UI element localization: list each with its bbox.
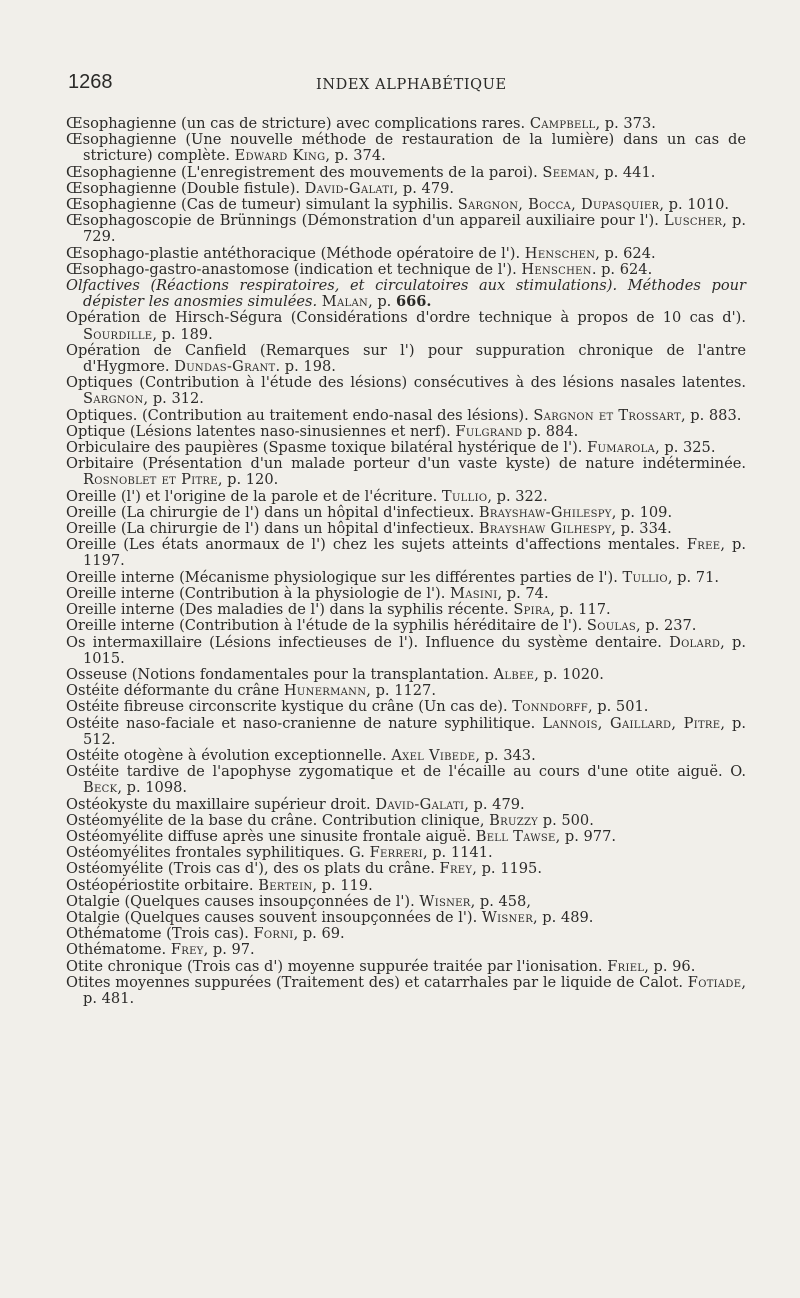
entry-subject: Œsophagienne (Double fistule). <box>66 179 305 197</box>
entry-author: Frey <box>439 860 473 878</box>
entry-page-ref: , p. 481. <box>83 973 746 1007</box>
index-entry <box>66 716 746 748</box>
entry-page-ref: , p. <box>368 293 396 311</box>
entry-subject: Otalgie (Quelques causes souvent insoupçonnées de l'). <box>66 908 482 926</box>
index-entry <box>66 213 746 245</box>
entry-page-ref: , p. 189. <box>152 325 213 343</box>
entry-author: Frey <box>170 941 204 959</box>
index-entry <box>66 489 746 505</box>
entry-page-ref: , p. 1010. <box>659 196 730 214</box>
entry-author: Beck <box>83 779 118 797</box>
index-entry <box>66 521 746 537</box>
entry-subject: Œsophagienne (L'enregistrement des mouvements de la paroi). <box>66 163 543 181</box>
index-entry <box>66 262 746 278</box>
entry-subject: Oreille (La chirurgie de l') dans un hôpital d'infectieux. <box>66 520 479 538</box>
entry-page-ref: , p. 1141. <box>422 844 493 862</box>
entry-author: Bell Tawse <box>475 827 556 845</box>
entry-page-ref: , p. 512. <box>83 714 746 748</box>
entry-page-ref: , p. 97. <box>203 941 255 959</box>
entry-author: Tullio <box>622 568 668 586</box>
entry-page-ref: , p. 322. <box>487 487 548 505</box>
entry-author: Edward King <box>234 147 326 165</box>
index-entry <box>66 310 746 342</box>
entry-author: Dolard <box>669 633 721 651</box>
entry-author: Forni <box>253 925 294 943</box>
entry-page-ref: , p. 334. <box>611 520 672 538</box>
entry-author: Albee <box>493 665 535 683</box>
entry-subject: Os intermaxillaire (Lésions infectieuses de l'). Influence du système dentaire. <box>66 633 670 651</box>
index-entry <box>66 845 746 861</box>
entry-author: Bruzzy <box>489 811 539 829</box>
entry-author: Wisner <box>419 892 471 910</box>
page-title: INDEX ALPHABÉTIQUE <box>316 77 507 93</box>
entry-page-ref: , p. 312. <box>143 390 204 408</box>
entry-author: Wisner <box>481 908 534 926</box>
entry-author: Ferreri <box>369 844 423 862</box>
index-entry <box>66 246 746 262</box>
page-number: 1268 <box>68 71 113 93</box>
entry-page-ref: , p. 237. <box>636 617 697 635</box>
entry-subject: Otites moyennes suppurées (Traitement des) et catarrhales par le liquide de Calot. <box>66 973 688 991</box>
entry-page-ref: , p. 977. <box>555 827 617 845</box>
entry-subject: Oreille (Les états anormaux de l') chez les sujets atteints d'affections mentales. <box>66 536 687 554</box>
entry-author: Axel Vibede <box>391 746 476 764</box>
entry-subject: Oreille interne (Contribution à la physiologie de l'). <box>66 584 451 602</box>
entry-page-ref: , p. 69. <box>293 925 345 943</box>
entry-author: Tonndorff <box>512 698 589 716</box>
entry-subject: Optique (Lésions latentes naso-sinusiennes et nerf). <box>66 422 456 440</box>
entry-author: Fotiade <box>687 973 742 991</box>
entry-subject: Ostéomyélite (Trois cas d'), des os plats du crâne. <box>66 860 440 878</box>
entry-author: Spira <box>513 601 551 619</box>
entry-author: Free <box>686 536 721 554</box>
index-entry <box>66 618 746 634</box>
index-entry <box>66 813 746 829</box>
entry-page-ref: , p. 1020. <box>534 665 604 683</box>
entry-author: Brayshaw-Ghilespy <box>478 503 612 521</box>
entry-subject: Ostéomyélites frontales syphilitiques. G. <box>66 844 370 862</box>
entry-subject: Œsophagienne (Cas de tumeur) simulant la syphilis. <box>66 196 458 214</box>
entry-page-ref: p. 884. <box>522 422 579 440</box>
index-entry <box>66 635 746 667</box>
index-entry <box>66 343 746 375</box>
entry-page-number: 666. <box>395 293 432 311</box>
index-entry <box>66 424 746 440</box>
index-entry <box>66 748 746 764</box>
index-entry <box>66 408 746 424</box>
index-entry <box>66 829 746 845</box>
entry-author: Sourdille <box>83 325 153 343</box>
entry-page-ref: , p. 109. <box>611 503 673 521</box>
entry-author: David-Galati <box>375 795 465 813</box>
entry-page-ref: , p. 1015. <box>83 633 746 667</box>
index-entry <box>66 586 746 602</box>
entry-page-ref: p. 500. <box>538 811 594 829</box>
entry-author: Bertein <box>258 876 313 894</box>
page-header <box>68 71 748 101</box>
entry-subject: Opération de Canfield (Remarques sur l') pour suppuration chronique de l'antre d'Hygmore. <box>66 341 746 376</box>
entry-page-ref: . p. 624. <box>591 260 653 278</box>
entry-page-ref: , p. 883. <box>681 406 742 424</box>
index-entry <box>66 116 746 132</box>
entry-subject: Othématome (Trois cas). <box>66 925 254 943</box>
entry-subject: Ostéite naso-faciale et naso-cranienne de nature syphilitique. <box>66 714 543 732</box>
entry-author: Masini <box>450 584 498 602</box>
index-entry <box>66 699 746 715</box>
entry-subject: Optiques. (Contribution au traitement endo-nasal des lésions). <box>66 406 534 424</box>
entry-subject: Otalgie (Quelques causes insoupçonnées de l'). <box>66 892 420 910</box>
index-entry <box>66 440 746 456</box>
entry-page-ref: , p. 1195. <box>472 860 542 878</box>
index-entry <box>66 959 746 975</box>
index-entry <box>66 602 746 618</box>
entry-subject: Oreille (l') et l'origine de la parole et de l'écriture. <box>66 487 442 505</box>
entry-subject: Oreille (La chirurgie de l') dans un hôpital d'infectieux. <box>66 503 479 521</box>
entry-subject: Osseuse (Notions fondamentales pour la transplantation. <box>66 665 494 683</box>
entry-page-ref: , p. 117. <box>550 601 611 619</box>
index-entry <box>66 537 746 569</box>
entry-page-ref: , p. 501. <box>588 698 649 716</box>
entry-subject: Othématome. <box>66 941 171 959</box>
entry-page-ref: , p. 119. <box>312 876 373 894</box>
entry-subject: Ostéomyélite de la base du crâne. Contribution clinique, <box>66 811 490 829</box>
entry-subject: Ostéite fibreuse circonscrite kystique du crâne (Un cas de). <box>66 698 513 716</box>
entry-author: Sargnon, Bocca, Dupasquier <box>457 196 660 214</box>
entry-author: Lannois, Gaillard, Pitre <box>542 714 721 732</box>
entry-subject: Ostéomyélite diffuse après une sinusite frontale aiguë. <box>66 827 476 845</box>
entry-page-ref: . p. 198. <box>275 358 336 376</box>
entry-author: Hunermann <box>283 682 367 700</box>
entry-page-ref: , p. 373. <box>595 115 656 132</box>
entry-author: Friel <box>607 957 645 975</box>
entry-subject: Ostéokyste du maxillaire supérieur droit. <box>66 795 376 813</box>
entry-author: Henschen <box>521 260 592 278</box>
index-entry <box>66 975 746 1007</box>
entry-author: Seeman <box>542 163 595 181</box>
entry-page-ref: , p. 343. <box>475 746 536 764</box>
index-entry <box>66 197 746 213</box>
index-entry <box>66 456 746 488</box>
entry-page-ref: , p. 1197. <box>83 536 746 570</box>
index-entry <box>66 942 746 958</box>
entry-subject: Œsophagienne (Une nouvelle méthode de restauration de la lumière) dans un cas de stricture) complète. <box>66 131 746 165</box>
entry-subject: Oreille interne (Contribution à l'étude de la syphilis héréditaire de l'). <box>66 617 587 635</box>
entry-subject: Œsophagoscopie de Brünnings (Démonstration d'un appareil auxiliaire pour l'). <box>66 212 664 230</box>
entry-page-ref: , p. 74. <box>497 584 549 602</box>
entry-subject: Œsophagienne (un cas de stricture) avec complications rares. <box>66 115 530 132</box>
entry-page-ref: , p. 120. <box>217 471 279 489</box>
entry-author: David-Galati <box>304 179 394 197</box>
entry-page-ref: , p. 479. <box>393 179 455 197</box>
entry-subject: Oreille interne (Mécanisme physiologique sur les différentes parties de l'). <box>66 568 623 586</box>
entry-page-ref: , p. 325. <box>655 439 716 457</box>
entry-author: Malan <box>321 293 369 311</box>
index-entry <box>66 797 746 813</box>
entry-subject: Orbitaire (Présentation d'un malade porteur d'un vaste kyste) de nature indéterminée. <box>66 455 746 473</box>
index-entry <box>66 165 746 181</box>
entry-author: Brayshaw Gilhespy <box>478 520 612 538</box>
index-entry <box>66 683 746 699</box>
entry-page-ref: , p. 489. <box>533 908 594 926</box>
entry-page-ref: , p. 479. <box>464 795 525 813</box>
entry-author: Sargnon et Trossart <box>533 406 681 424</box>
entry-page-ref: , p. 729. <box>83 212 746 246</box>
entry-author: Sargnon <box>83 390 144 408</box>
entry-author: Campbell <box>529 115 596 132</box>
entry-subject: Olfactives (Réactions respiratoires, et circulatoires aux stimulations). Méthodes pour dépister les anosmies simulées. <box>66 277 746 311</box>
entry-subject: Opération de Hirsch-Ségura (Considérations d'ordre technique à propos de 10 cas d'). <box>66 309 746 327</box>
entry-author: Fulgrand <box>455 422 523 440</box>
entry-subject: Orbiculaire des paupières (Spasme toxique bilatéral hystérique de l'). <box>66 439 588 457</box>
entry-author: Luscher <box>663 212 723 230</box>
entry-subject: Ostéite déformante du crâne <box>66 682 284 700</box>
index-entry <box>66 570 746 586</box>
entry-page-ref: , p. 624. <box>595 244 656 262</box>
index-entry <box>66 505 746 521</box>
index-entries-list <box>66 116 746 1007</box>
index-entry <box>66 894 746 910</box>
entry-subject: Œsophago-plastie antéthoracique (Méthode opératoire de l'). <box>66 244 525 262</box>
index-entry <box>66 132 746 164</box>
index-entry <box>66 878 746 894</box>
entry-author: Fumarola <box>587 439 656 457</box>
entry-page-ref: , p. 96. <box>644 957 696 975</box>
index-entry <box>66 926 746 942</box>
entry-subject: Œsophago-gastro-anastomose (indication et technique de l'). <box>66 260 522 278</box>
entry-subject: Ostéite tardive de l'apophyse zygomatique et de l'écaille au cours d'une otite aiguë. O. <box>66 763 746 781</box>
entry-subject: Otite chronique (Trois cas d') moyenne suppurée traitée par l'ionisation. <box>66 957 608 975</box>
entry-page-ref: , p. 441. <box>595 163 656 181</box>
index-entry <box>66 910 746 926</box>
entry-page-ref: , p. 1098. <box>117 779 188 797</box>
index-entry <box>66 764 746 796</box>
entry-author: Dundas-Grant <box>174 358 276 376</box>
entry-subject: Optiques (Contribution à l'étude des lésions) consécutives à des lésions nasales latentes. <box>66 374 746 392</box>
entry-page-ref: , p. 458, <box>470 892 531 910</box>
index-entry <box>66 667 746 683</box>
entry-subject: Ostéopériostite orbitaire. <box>66 876 259 894</box>
index-entry <box>66 181 746 197</box>
index-entry <box>66 861 746 877</box>
entry-page-ref: , p. 374. <box>325 147 386 165</box>
index-entry <box>66 278 746 310</box>
entry-author: Soulas <box>586 617 637 635</box>
index-entry <box>66 375 746 407</box>
entry-page-ref: , p. 1127. <box>366 682 436 700</box>
entry-author: Rosnoblet et Pitre <box>83 471 218 489</box>
entry-page-ref: , p. 71. <box>667 568 719 586</box>
entry-subject: Oreille interne (Des maladies de l') dans la syphilis récente. <box>66 601 514 619</box>
entry-author: Tullio <box>441 487 488 505</box>
entry-subject: Ostéite otogène à évolution exceptionnelle. <box>66 746 392 764</box>
entry-author: Henschen <box>524 244 596 262</box>
